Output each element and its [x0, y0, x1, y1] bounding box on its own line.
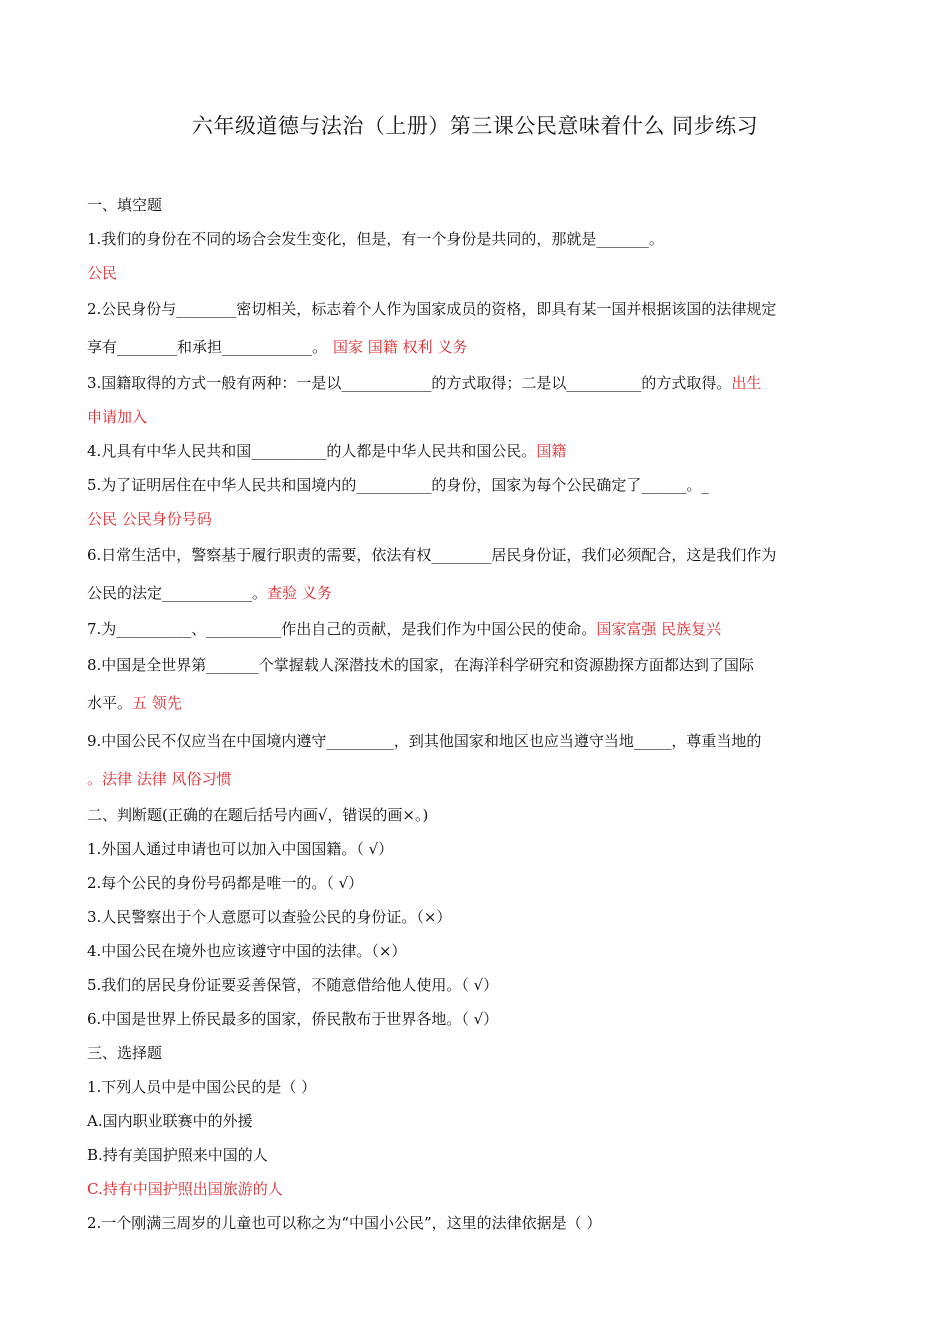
question-text: 。	[87, 770, 103, 788]
choice-option-correct: C.持有中国护照出国旅游的人	[87, 1180, 283, 1198]
question-line	[87, 574, 867, 612]
question-text: 4.凡具有中华人民共和国__________的人都是中华人民共和国公民。	[87, 442, 537, 460]
answer-text: 出生	[731, 374, 762, 392]
question-line	[87, 760, 867, 798]
question-line	[87, 328, 867, 366]
judgment-item: 3.人民警察出于个人意愿可以查验公民的身份证。（×）	[87, 908, 452, 926]
question-text: 3.国籍取得的方式一般有两种：一是以____________的方式取得；二是以__________的方式取得。	[87, 374, 732, 392]
judgment-item: 2.每个公民的身份号码都是唯一的。（ √）	[87, 874, 364, 892]
question-text: 8.中国是全世界第_______个掌握载人深潜技术的国家，在海洋科学研究和资源勘探方面都达到了国际	[87, 656, 754, 674]
question-text: 水平。	[87, 694, 133, 712]
judgment-item: 1.外国人通过申请也可以加入中国国籍。（ √）	[87, 840, 394, 858]
answer-text: 法律 法律 风俗习惯	[102, 770, 232, 788]
worksheet-content	[87, 188, 867, 1240]
question-line	[87, 366, 867, 400]
question-line	[87, 612, 867, 646]
answer-text: 公民	[87, 264, 118, 282]
answer-text: 国籍	[536, 442, 567, 460]
judgment-item: 5.我们的居民身份证要妥善保管，不随意借给他人使用。（ √）	[87, 976, 499, 994]
question-text: 7.为__________、__________作出自己的贡献，是我们作为中国公民的使命。	[87, 620, 597, 638]
question-text: 9.中国公民不仅应当在中国境内遵守_________，到其他国家和地区也应当遵守当地_____，尊重当地的	[87, 732, 762, 750]
choice-option: B.持有美国护照来中国的人	[87, 1146, 268, 1164]
answer-text: 国家富强 民族复兴	[596, 620, 722, 638]
question-text: 公民的法定____________。	[87, 584, 268, 602]
answer-text: 查验 义务	[267, 584, 332, 602]
question-line	[87, 434, 867, 468]
question-text: 6.日常生活中，警察基于履行职责的需要，依法有权________居民身份证，我们必须配合，这是我们作为	[87, 546, 777, 564]
choice-option: A.国内职业联赛中的外援	[87, 1112, 253, 1130]
judgment-item: 6.中国是世界上侨民最多的国家，侨民散布于世界各地。（ √）	[87, 1010, 499, 1028]
answer-text: 五 领先	[132, 694, 182, 712]
question-text: 1.我们的身份在不同的场合会发生变化，但是，有一个身份是共同的，那就是_______。	[87, 230, 664, 248]
choice-question: 2.一个刚满三周岁的儿童也可以称之为“中国小公民”，这里的法律依据是（ ）	[87, 1214, 602, 1232]
page-title: 六年级道德与法治（上册）第三课公民意味着什么 同步练习	[191, 114, 759, 138]
section-heading-true-false: 二、判断题(正确的在题后括号内画√，错误的画×。)	[87, 806, 429, 824]
question-text: 2.公民身份与________密切相关，标志着个人作为国家成员的资格，即具有某一国并根据该国的法律规定	[87, 300, 777, 318]
answer-text: 公民 公民身份号码	[87, 510, 212, 528]
question-text: 5.为了证明居住在中华人民共和国境内的__________的身份，国家为每个公民确定了______。_	[87, 476, 709, 494]
question-text: 享有________和承担____________。	[87, 338, 328, 356]
section-heading-multiple-choice: 三、选择题	[87, 1044, 163, 1062]
answer-text: 国家 国籍 权利 义务	[333, 338, 468, 356]
section-heading-fill-blank: 一、填空题	[87, 196, 163, 214]
judgment-item: 4.中国公民在境外也应该遵守中国的法律。（×）	[87, 942, 407, 960]
answer-text: 申请加入	[87, 408, 148, 426]
question-line	[87, 684, 867, 722]
choice-question: 1.下列人员中是中国公民的是（ ）	[87, 1078, 317, 1096]
